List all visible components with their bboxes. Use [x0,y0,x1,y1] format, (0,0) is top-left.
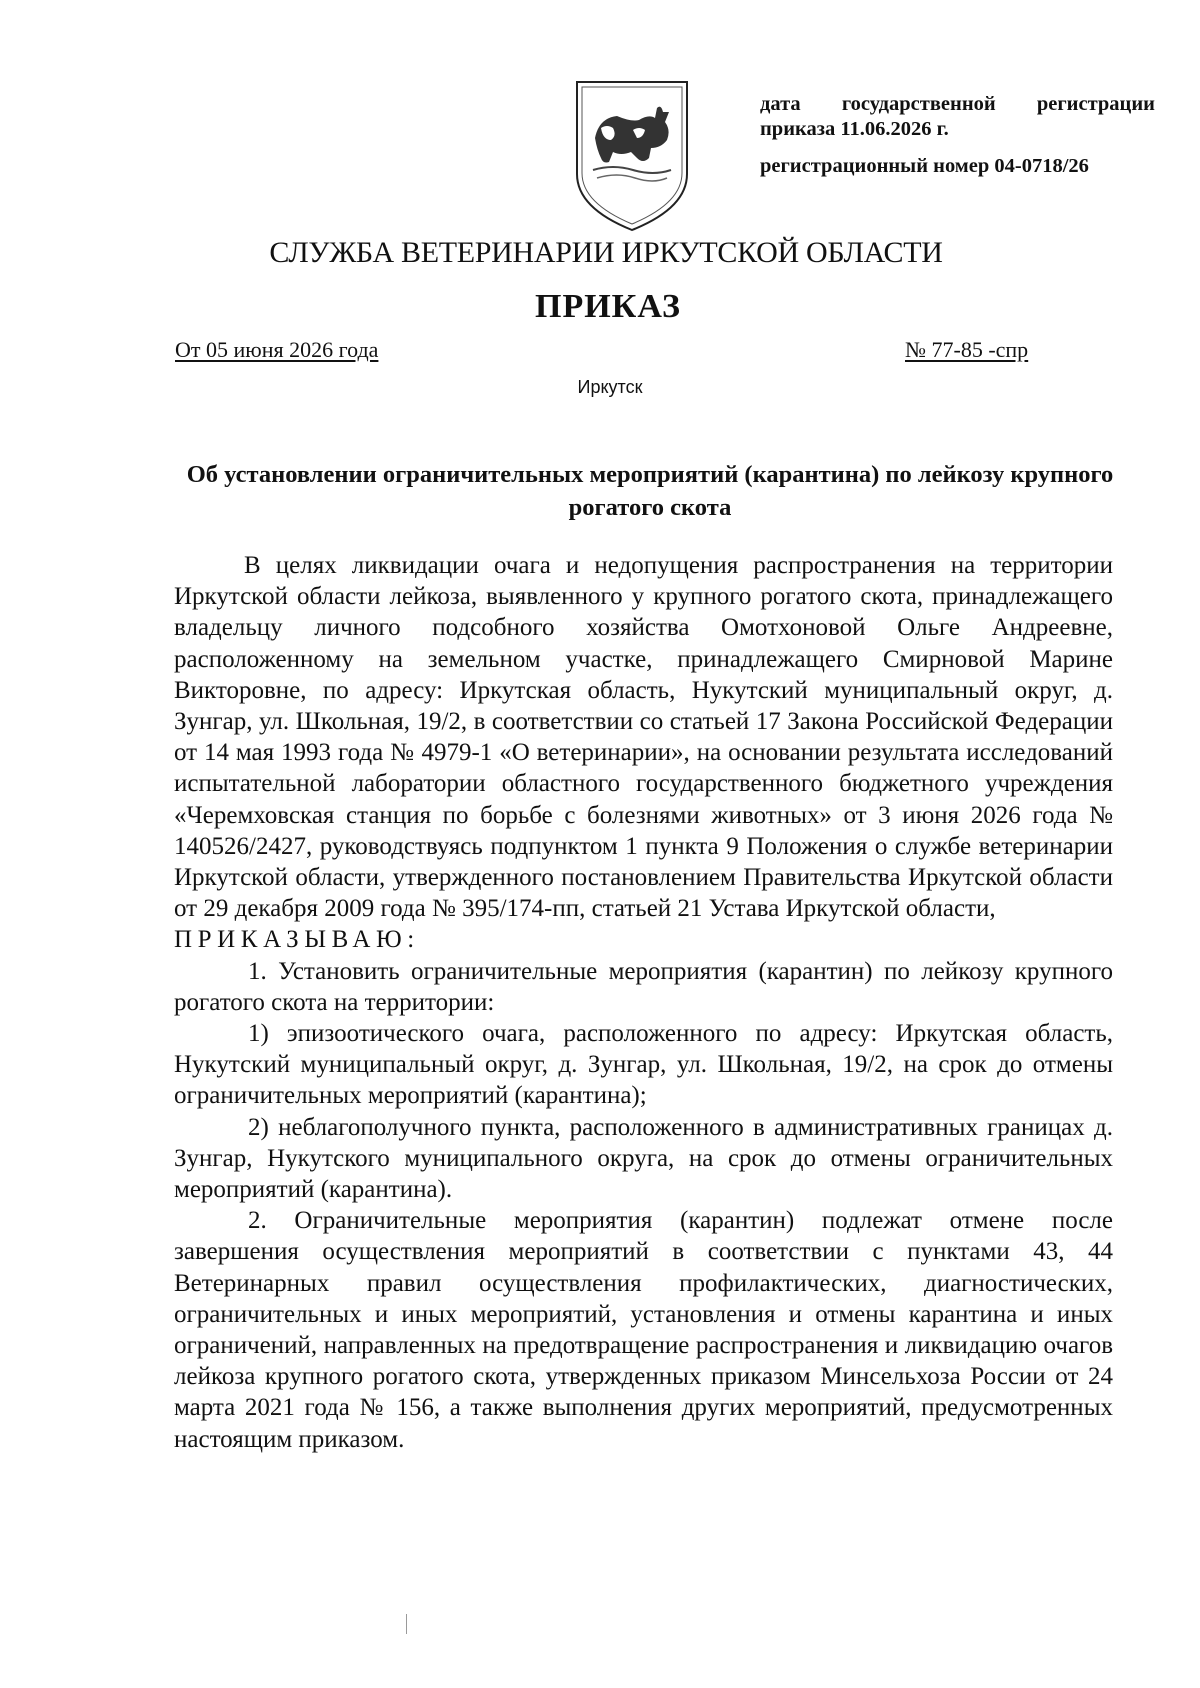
document-type: ПРИКАЗ [535,288,681,325]
item-1-2: 2) неблагополучного пункта, расположенного в административных границах д. Зунгар, Нукутского муниципального округа, на срок до отмены ограничительных мероприятий (карантина). [174,1113,1113,1204]
registration-block [760,92,1155,179]
document-body [174,550,1113,1455]
document-number: № 77-85 -спр [905,337,1029,362]
document-title: Об установлении ограничительных мероприятий (карантина) по лейкозу крупного рогатого скота [186,461,1114,521]
document-date: От 05 июня 2026 года [175,337,379,362]
item-2: 2. Ограничительные мероприятия (карантин) подлежат отмене после завершения осуществления мероприятий в соответствии с пунктами 43, 44 Ветеринарных правил осуществления профилактических, диагностических, ограничительных и иных мероприятий, установления и отмены карантина и иных ограничений, направленных на предотвращение распространения и ликвидацию очагов лейкоза крупного рогатого скота, утвержденных приказом Минсельхоза России от 24 марта 2021 года № 156, а также выполнения других мероприятий, предусмотренных настоящим приказом. [174,1207,1113,1453]
registration-number: регистрационный номер 04-0718/26 [760,155,1089,177]
scan-mark [406,1614,407,1634]
registration-line-1: дата государственной регистрации [760,93,1155,115]
registration-line-2: приказа 11.06.2026 г. [760,118,949,140]
agency-name: СЛУЖБА ВЕТЕРИНАРИИ ИРКУТСКОЙ ОБЛАСТИ [269,236,943,269]
item-1-1: 1) эпизоотического очага, расположенного по адресу: Иркутская область, Нукутский муниципальный округ, д. Зунгар, ул. Школьная, 19/2, на срок до отмены ограничительных мероприятий (карантина); [174,1020,1113,1110]
document-city: Иркутск [577,377,643,397]
preamble-paragraph: В целях ликвидации очага и недопущения распространения на территории Иркутской области лейкоза, выявленного у крупного рогатого скота, принадлежащего владельцу личного подсобного хозяйства Омотхоновой Ольге Андреевне, расположенному на земельном участке, принадлежащего Смирновой Марине Викторовне, по адресу: Иркутская область, Нукутский муниципальный округ, д. Зунгар, ул. Школьная, 19/2, в соответствии со статьей 17 Закона Российской Федерации от 14 мая 1993 года № 4979-1 «О ветеринарии», на основании результата исследований испытательной лаборатории областного государственного бюджетного учреждения «Черемховская станция по борьбе с болезнями животных» от 3 июня 2026 года № 140526/2427, руководствуясь подпунктом 1 пункта 9 Положения о службе ветеринарии Иркутской области, утвержденного постановлением Правительства Иркутской области от 29 декабря 2009 года № 395/174-пп, статьей 21 Устава Иркутской области, [174,552,1113,923]
coat-of-arms-irkutsk-icon [573,78,691,234]
item-1: 1. Установить ограничительные мероприятия (карантин) по лейкозу крупного рогатого скота на территории: [174,957,1113,1016]
order-word: ПРИКАЗЫВАЮ: [174,926,420,954]
